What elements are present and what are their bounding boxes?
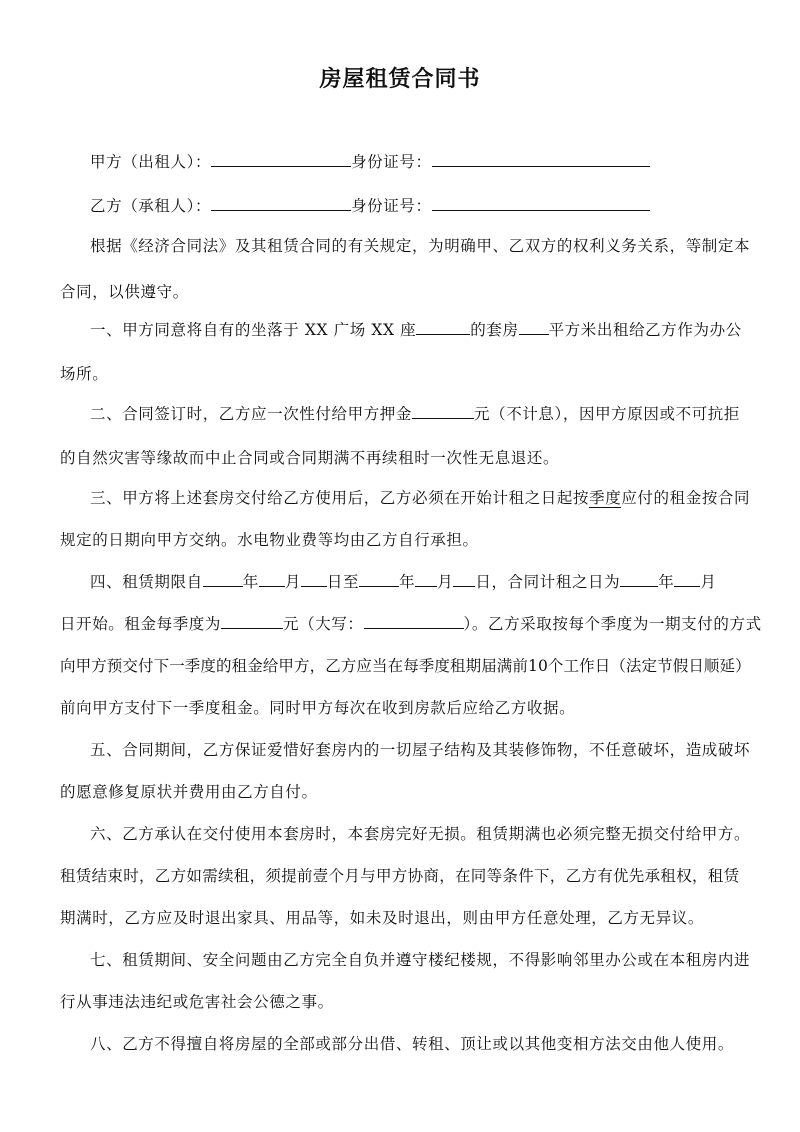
clause-2-line-1 — [90, 404, 772, 424]
clause-1-text-c: 平方米出租给乙方作为办公 — [548, 321, 742, 339]
clause-3-text-a: 三、甲方将上述套房交付给乙方使用后，乙方必须在开始计租之日起按 — [90, 489, 590, 507]
clause-2-text-b: 元（不计息），因甲方原因或不可抗拒 — [474, 405, 740, 423]
clause-1-text-b: 的套房 — [470, 321, 519, 339]
clause-4-line-1 — [90, 572, 772, 592]
end-month-blank — [415, 572, 437, 587]
clause-8-line-1: 八、乙方不得擅自将房屋的全部或部分出借、转租、顶让或以其他变相方法交由他人使用。 — [90, 1035, 735, 1053]
party-a-id-label: 身份证号： — [351, 153, 432, 171]
party-b-id-blank — [432, 196, 650, 211]
clause-4-line-2 — [60, 614, 762, 634]
rent-start-year-blank — [620, 572, 658, 587]
clause-1-text-a: 一、甲方同意将自有的坐落于 XX 广场 XX 座 — [90, 321, 417, 339]
deposit-amount-blank — [412, 404, 474, 419]
clause-3-period-underlined: 季度 — [589, 489, 622, 507]
clause-3-line-1 — [90, 488, 772, 508]
year-text: 年 — [399, 573, 416, 591]
party-a-label: 甲方（出租人）： — [90, 153, 212, 171]
clause-2-text-a: 二、合同签订时，乙方应一次性付给甲方押金 — [90, 405, 413, 423]
clause-3-text-b: 应付的租金按合同 — [621, 489, 751, 507]
month-text: 月 — [437, 573, 454, 591]
month-text: 月 — [700, 573, 717, 591]
clause-5-line-1: 五、合同期间，乙方保证爱惜好套房内的一切屋子结构及其装修饰物，不任意破坏，造成破坏 — [90, 741, 751, 759]
clause-7-line-2: 行从事违法违纪或危害社会公德之事。 — [60, 993, 334, 1011]
month-text: 月 — [284, 573, 301, 591]
rent-start-text: 日，合同计租之日为 — [475, 573, 621, 591]
party-a-name-blank — [211, 152, 351, 167]
party-b-name-blank — [211, 196, 351, 211]
document-title: 房屋租赁合同书 — [319, 66, 481, 92]
start-year-blank — [203, 572, 243, 587]
clause-4-text-c: 元（大写： — [283, 615, 364, 633]
clause-6-line-3: 期满时，乙方应及时退出家具、用品等，如未及时退出，则由甲方任意处理，乙方无异议。 — [60, 909, 705, 927]
year-text: 年 — [242, 573, 259, 591]
intro-line-2: 合同，以供遵守。 — [60, 283, 189, 301]
clause-5-line-2: 的愿意修复原状并费用由乙方自付。 — [60, 783, 318, 801]
clause-3-line-2: 规定的日期向甲方交纳。水电物业费等均由乙方自行承担。 — [60, 531, 479, 549]
clause-4-line-4: 前向甲方支付下一季度租金。同时甲方每次在收到房款后应给乙方收据。 — [60, 699, 576, 717]
intro-line-1: 根据《经济合同法》及其租赁合同的有关规定，为明确甲、乙双方的权利义务关系，等制定本 — [90, 237, 751, 255]
start-day-blank — [301, 572, 327, 587]
clause-1-line-1 — [90, 320, 772, 340]
party-b-id-label: 身份证号： — [351, 197, 432, 215]
end-day-blank — [453, 572, 475, 587]
clause-4-line-3: 向甲方预交付下一季度的租金给甲方，乙方应当在每季度租期届满前10个工作日（法定节假日顺延） — [60, 657, 751, 675]
clause-1-area-blank — [519, 320, 549, 335]
party-a-id-blank — [432, 152, 650, 167]
party-b-row — [90, 196, 772, 216]
start-month-blank — [259, 572, 285, 587]
clause-6-line-2: 租赁结束时，乙方如需续租，须提前壹个月与甲方协商，在同等条件下，乙方有优先承租权，租赁 — [60, 867, 740, 885]
clause-7-line-1: 七、租赁期间、安全问题由乙方完全自负并遵守楼纪楼规，不得影响邻里办公或在本租房内进 — [90, 951, 751, 969]
rent-in-words-blank — [364, 614, 464, 629]
party-a-row — [90, 152, 772, 172]
clause-6-line-1: 六、乙方承认在交付使用本套房时，本套房完好无损。租赁期满也必须完整无损交付给甲方。 — [90, 825, 751, 843]
clause-4-text-d: ）。乙方采取按每个季度为一期支付的方式 — [463, 615, 762, 633]
rent-start-month-blank — [674, 572, 700, 587]
clause-2-line-2: 的自然灾害等缘故而中止合同或合同期满不再续租时一次性无息退还。 — [60, 449, 560, 467]
year-text: 年 — [658, 573, 675, 591]
clause-4-text-a: 四、租赁期限自 — [90, 573, 203, 591]
party-b-label: 乙方（承租人）： — [90, 197, 212, 215]
clause-1-line-2: 场所。 — [60, 365, 109, 383]
day-to-text: 日至 — [326, 573, 360, 591]
end-year-blank — [359, 572, 399, 587]
clause-1-location-blank — [416, 320, 470, 335]
quarterly-rent-blank — [221, 614, 283, 629]
clause-4-text-b: 日开始。租金每季度为 — [60, 615, 222, 633]
